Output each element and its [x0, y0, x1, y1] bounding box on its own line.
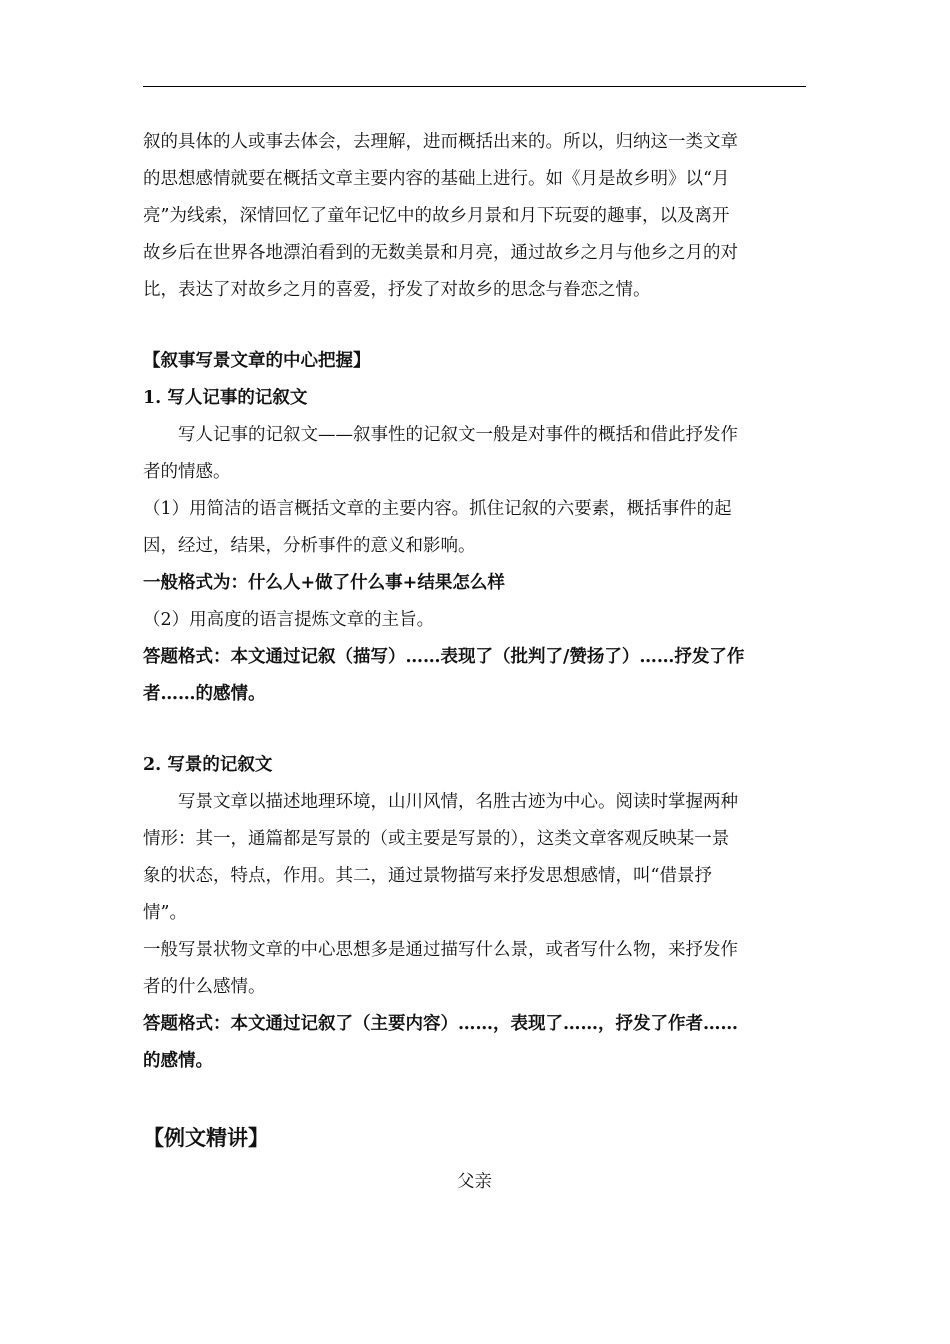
part2-answer-line-2: 的感情。: [143, 1051, 213, 1071]
part2-para1-line-4: 情”。: [143, 903, 187, 923]
header-rule: [143, 86, 806, 87]
part1-para-line-2: 者的情感。: [143, 462, 231, 482]
document-body: [143, 124, 806, 1201]
intro-line-3: 亮”为线索，深情回忆了童年记忆中的故乡月景和月下玩耍的趣事，以及离开: [143, 206, 730, 226]
part2-para2-line-1: 一般写景状物文章的中心思想多是通过描写什么景，或者写什么物，来抒发作: [143, 940, 738, 960]
part1-answer-line-2: 者……的感情。: [143, 684, 266, 704]
part1-item1-line-2: 因，经过，结果，分析事件的意义和影响。: [143, 536, 476, 556]
intro-line-2: 的思想感情就要在概括文章主要内容的基础上进行。如《月是故乡明》以“月: [143, 169, 730, 189]
section-heading: 【叙事写景文章的中心把握】: [143, 351, 371, 371]
part1-title: 1. 写人记事的记叙文: [143, 388, 308, 408]
part2-para2-line-2: 者的什么感情。: [143, 977, 266, 997]
example-heading: 【例文精讲】: [143, 1125, 269, 1150]
part1-para-line-1: 写人记事的记叙文——叙事性的记叙文一般是对事件的概括和借此抒发作: [178, 425, 738, 445]
part1-item1-line-1: （1）用简洁的语言概括文章的主要内容。抓住记叙的六要素，概括事件的起: [143, 499, 732, 519]
example-title: 父亲: [457, 1172, 492, 1192]
part2-para1-line-1: 写景文章以描述地理环境，山川风情，名胜古迹为中心。阅读时掌握两种: [178, 792, 738, 812]
part2-answer-line-1: 答题格式：本文通过记叙了（主要内容）……，表现了……，抒发了作者……: [143, 1014, 738, 1034]
part1-answer-line-1: 答题格式：本文通过记叙（描写）……表现了（批判了/赞扬了）……抒发了作: [143, 647, 745, 667]
part2-para1-line-2: 情形：其一，通篇都是写景的（或主要是写景的），这类文章客观反映某一景: [143, 829, 730, 849]
part1-format: 一般格式为：什么人+做了什么事+结果怎么样: [143, 573, 505, 593]
part2-para1-line-3: 象的状态，特点，作用。其二，通过景物描写来抒发思想感情，叫“借景抒: [143, 866, 712, 886]
part1-item2: （2）用高度的语言提炼文章的主旨。: [143, 610, 435, 630]
part2-title: 2. 写景的记叙文: [143, 755, 273, 775]
intro-line-1: 叙的具体的人或事去体会，去理解，进而概括出来的。所以，归纳这一类文章: [143, 132, 738, 152]
intro-line-4: 故乡后在世界各地漂泊看到的无数美景和月亮，通过故乡之月与他乡之月的对: [143, 243, 738, 263]
intro-line-5: 比，表达了对故乡之月的喜爱，抒发了对故乡的思念与眷恋之情。: [143, 280, 651, 300]
